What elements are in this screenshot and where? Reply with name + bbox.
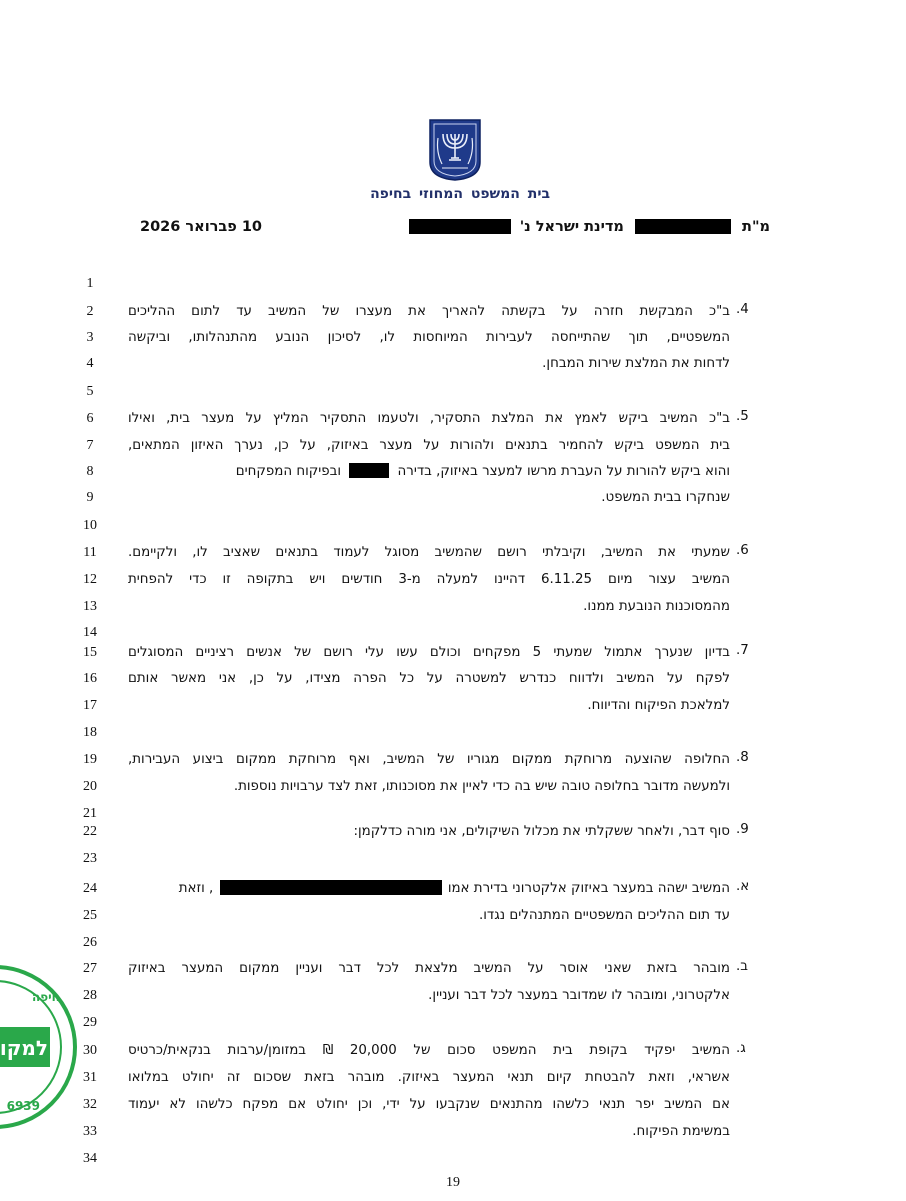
paragraph-number: 4. xyxy=(736,302,749,317)
paragraph-line-part: , וזאת xyxy=(178,881,214,896)
line-number: 20 xyxy=(83,779,97,794)
redaction-bar xyxy=(409,219,511,234)
paragraph-line: לדחות את המלצת שירות המבחן. xyxy=(542,356,730,371)
case-caption xyxy=(405,219,770,235)
hearing-date: 10 פברואר 2026 xyxy=(140,219,263,235)
paragraph-line: אלקטרוני, ומובהר לו שמדובר במעצר לכל דבר ועניין. xyxy=(428,988,730,1003)
redaction-bar xyxy=(349,463,389,478)
paragraph-line-part: המשיב ישהה במעצר באיזוק אלקטרוני בדירת אמו xyxy=(447,881,730,896)
state-emblem-icon xyxy=(428,118,482,182)
stamp-text: חיפה xyxy=(32,990,60,1004)
paragraph-line: לפקח על המשיב ולדווח כנדרש למשטרה על כל הפרה מצידו, על כן, אני מאשר אותם xyxy=(128,671,730,686)
paragraph-line-part: ובפיקוח המפקחים xyxy=(235,464,341,479)
paragraph-line: ולמעשה מדובר בחלופה טובה שיש בה כדי לאיין את מסוכנותו, זאת לצד ערבויות נוספות. xyxy=(233,779,730,794)
paragraph-line: שנחקרו בבית המשפט. xyxy=(601,490,730,505)
paragraph-line: בדיון שנערך אתמול שמעתי 5 מפקחים וכולם עשו עלי רושם של אנשים רציניים המסוגלים xyxy=(128,645,730,660)
line-number: 9 xyxy=(86,490,94,505)
line-number: 2 xyxy=(86,304,94,319)
paragraph-number: 6. xyxy=(736,543,749,558)
line-number: 23 xyxy=(83,851,97,866)
redaction-bar xyxy=(635,219,731,234)
paragraph-line xyxy=(128,879,730,899)
line-number: 16 xyxy=(83,671,97,686)
court-name: בית המשפט המחוזי בחיפה xyxy=(370,186,550,202)
line-number: 24 xyxy=(83,881,97,896)
stamp-text: למקו xyxy=(0,1036,48,1060)
paragraph-number: ג. xyxy=(736,1041,746,1056)
line-number: 15 xyxy=(83,645,97,660)
paragraph-line: למלאכת הפיקוח והדיווח. xyxy=(587,698,730,713)
paragraph-line: בית המשפט ביקש להחמיר בתנאים ולהורות על מעצר באיזוק, על כן, נערך האיזון המתאים, xyxy=(128,438,730,453)
line-number: 11 xyxy=(83,545,97,560)
paragraph-number: 9. xyxy=(736,822,749,837)
line-number: 29 xyxy=(83,1015,97,1030)
line-number: 32 xyxy=(83,1097,97,1112)
line-number: 34 xyxy=(83,1151,97,1166)
line-number: 5 xyxy=(86,384,94,399)
paragraph-line-part: והוא ביקש להורות על העברת מרשו למעצר באיזוק, בדירה xyxy=(397,464,730,479)
line-number: 27 xyxy=(83,961,97,976)
line-number: 19 xyxy=(83,752,97,767)
line-number: 12 xyxy=(83,572,97,587)
page-number: 19 xyxy=(446,1175,460,1190)
paragraph-line xyxy=(128,462,730,482)
paragraph-number: ב. xyxy=(736,959,748,974)
line-number: 4 xyxy=(86,356,94,371)
paragraph-line: ב"כ המשיב ביקש לאמץ את המלצת התסקיר, ולטעמו התסקיר המליץ על מעצר בית, ואילו xyxy=(128,411,730,426)
paragraph-line: מהמסוכנות הנובעת ממנו. xyxy=(583,599,730,614)
line-number: 26 xyxy=(83,935,97,950)
paragraph-line: אשראי, וזאת להבטחת קיום תנאי המעצר באיזוק. מובהר בזאת שסכום זה יחולט במלואו xyxy=(128,1070,730,1085)
stamp-text: 6939 xyxy=(6,1099,40,1113)
paragraph-line: שמעתי את המשיב, וקיבלתי רושם שהמשיב מסוגל לעמוד בתנאים שאציב לו, ולקיימם. xyxy=(128,545,730,560)
line-number: 3 xyxy=(86,330,94,345)
paragraph-line: המשפטיים, תוך שהתייחסה לעבירות המיוחסות לו, לסיכון הנובע מהתנהלותו, וביקשה xyxy=(128,330,730,345)
line-number: 13 xyxy=(83,599,97,614)
paragraph-line: החלופה שהוצעה מרוחקת ממקום מגוריו של המשיב, ואף מרוחקת ממקום ביצוע העבירות, xyxy=(128,752,730,767)
paragraph-number: 8. xyxy=(736,750,749,765)
line-number: 1 xyxy=(86,276,94,291)
line-number: 30 xyxy=(83,1043,97,1058)
line-number: 10 xyxy=(83,518,97,533)
line-number: 21 xyxy=(83,806,97,821)
court-stamp-icon xyxy=(0,965,60,1129)
line-number: 28 xyxy=(83,988,97,1003)
paragraph-number: א. xyxy=(736,879,750,894)
paragraph-line: ב"כ המבקשת חזרה על בקשתה להאריך את מעצרו של המשיב עד לתום ההליכים xyxy=(128,304,730,319)
paragraph-line: עד תום ההליכים המשפטיים המתנהלים נגדו. xyxy=(479,908,730,923)
line-number: 18 xyxy=(83,725,97,740)
paragraph-number: 7. xyxy=(736,643,749,658)
paragraph-line: אם המשיב יפר תנאי כלשהו מהתנאים שנקבעו על ידי, וכן יחולט אם מפקח כלשהו לא יעמוד xyxy=(128,1097,730,1112)
case-parties: מדינת ישראל נ' xyxy=(519,219,624,235)
line-number: 7 xyxy=(86,438,94,453)
paragraph-line: המשיב יפקיד בקופת בית המשפט סכום של 20,000 ₪ במזומן/ערבות בנקאית/כרטיס xyxy=(128,1043,730,1058)
line-number: 14 xyxy=(83,625,97,640)
paragraph-number: 5. xyxy=(736,409,749,424)
line-number: 22 xyxy=(83,824,97,839)
line-number: 8 xyxy=(86,464,94,479)
paragraph-line: המשיב עצור מיום 6.11.25 דהיינו למעלה מ-3 חודשים ויש בתקופה זו כדי להפחית xyxy=(128,572,731,587)
paragraph-line: מובהר בזאת שאני אוסר על המשיב מלצאת לכל דבר ועניין ממקום המעצר באיזוק xyxy=(128,961,730,976)
line-number: 17 xyxy=(83,698,97,713)
paragraph-line: סוף דבר, ולאחר ששקלתי את מכלול השיקולים, אני מורה כדלקמן: xyxy=(353,824,730,839)
paragraph-line: במשימת הפיקוח. xyxy=(632,1124,730,1139)
line-number: 31 xyxy=(83,1070,97,1085)
case-prefix: מ"ת xyxy=(742,219,770,235)
line-number: 33 xyxy=(83,1124,97,1139)
line-number: 6 xyxy=(86,411,94,426)
line-number: 25 xyxy=(83,908,97,923)
redaction-bar xyxy=(220,880,442,895)
